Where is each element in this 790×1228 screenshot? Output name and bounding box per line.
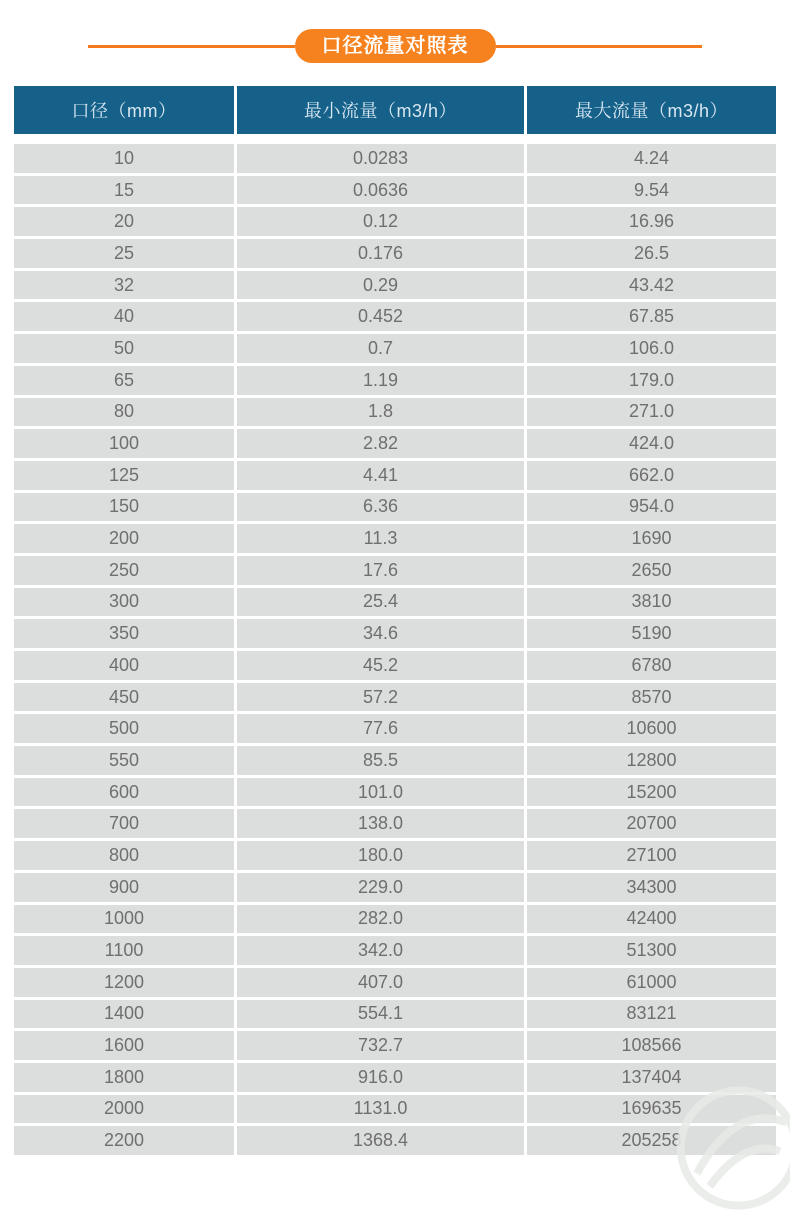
table-cell: 0.176 [237,239,524,268]
table-cell: 11.3 [237,524,524,553]
table-cell: 51300 [527,936,776,965]
table-cell: 800 [14,841,234,870]
table-cell: 83121 [527,1000,776,1029]
table-cell: 1400 [14,1000,234,1029]
table-cell: 6.36 [237,493,524,522]
table-cell: 43.42 [527,271,776,300]
table-cell: 26.5 [527,239,776,268]
table-cell: 0.452 [237,302,524,331]
table-cell: 34300 [527,873,776,902]
table-cell: 179.0 [527,366,776,395]
table-cell: 900 [14,873,234,902]
table-cell: 2.82 [237,429,524,458]
table-cell: 300 [14,588,234,617]
table-cell: 5190 [527,619,776,648]
table-cell: 250 [14,556,234,585]
table-cell: 1.8 [237,398,524,427]
table-cell: 1368.4 [237,1126,524,1155]
table-cell: 0.7 [237,334,524,363]
table-cell: 8570 [527,683,776,712]
table-cell: 205258 [527,1126,776,1155]
table-cell: 138.0 [237,809,524,838]
table-cell: 77.6 [237,714,524,743]
table-cell: 40 [14,302,234,331]
table-cell: 4.24 [527,144,776,173]
table-cell: 0.0283 [237,144,524,173]
table-cell: 45.2 [237,651,524,680]
table-cell: 42400 [527,905,776,934]
page-title: 口径流量对照表 [295,29,496,63]
table-cell: 424.0 [527,429,776,458]
table-cell: 2650 [527,556,776,585]
table-cell: 400 [14,651,234,680]
flow-rate-table [14,86,776,1155]
table-cell: 3810 [527,588,776,617]
table-cell: 9.54 [527,176,776,205]
column-header-diameter: 口径（mm） [14,86,234,134]
table-cell: 0.29 [237,271,524,300]
table-cell: 125 [14,461,234,490]
table-cell: 150 [14,493,234,522]
table-cell: 61000 [527,968,776,997]
table-cell: 85.5 [237,746,524,775]
table-cell: 407.0 [237,968,524,997]
table-cell: 1200 [14,968,234,997]
table-cell: 180.0 [237,841,524,870]
table-cell: 282.0 [237,905,524,934]
table-cell: 662.0 [527,461,776,490]
table-cell: 80 [14,398,234,427]
table-cell: 0.0636 [237,176,524,205]
table-cell: 137404 [527,1063,776,1092]
table-cell: 2000 [14,1095,234,1124]
table-cell: 12800 [527,746,776,775]
table-cell: 342.0 [237,936,524,965]
table-cell: 106.0 [527,334,776,363]
column-header-min-flow: 最小流量（m3/h） [237,86,524,134]
table-cell: 17.6 [237,556,524,585]
table-cell: 732.7 [237,1031,524,1060]
table-cell: 271.0 [527,398,776,427]
table-cell: 6780 [527,651,776,680]
table-cell: 500 [14,714,234,743]
table-cell: 50 [14,334,234,363]
table-cell: 229.0 [237,873,524,902]
table-cell: 0.12 [237,207,524,236]
table-cell: 1.19 [237,366,524,395]
table-cell: 600 [14,778,234,807]
table-cell: 1600 [14,1031,234,1060]
table-cell: 101.0 [237,778,524,807]
table-cell: 32 [14,271,234,300]
table-cell: 15200 [527,778,776,807]
table-cell: 700 [14,809,234,838]
column-header-max-flow: 最大流量（m3/h） [527,86,776,134]
table-cell: 169635 [527,1095,776,1124]
table-cell: 200 [14,524,234,553]
table-cell: 1000 [14,905,234,934]
table-cell: 16.96 [527,207,776,236]
table-cell: 350 [14,619,234,648]
table-cell: 65 [14,366,234,395]
table-cell: 554.1 [237,1000,524,1029]
table-cell: 15 [14,176,234,205]
table-cell: 550 [14,746,234,775]
table-header-row [14,86,776,134]
table-cell: 4.41 [237,461,524,490]
title-right-line [496,45,703,48]
table-cell: 916.0 [237,1063,524,1092]
table-cell: 27100 [527,841,776,870]
table-cell: 1131.0 [237,1095,524,1124]
table-cell: 1690 [527,524,776,553]
table-cell: 25 [14,239,234,268]
table-cell: 34.6 [237,619,524,648]
table-cell: 10600 [527,714,776,743]
table-cell: 10 [14,144,234,173]
table-body [14,144,776,1155]
table-cell: 25.4 [237,588,524,617]
table-cell: 100 [14,429,234,458]
table-cell: 67.85 [527,302,776,331]
table-cell: 450 [14,683,234,712]
table-cell: 1100 [14,936,234,965]
table-cell: 20 [14,207,234,236]
table-cell: 108566 [527,1031,776,1060]
table-cell: 954.0 [527,493,776,522]
table-cell: 20700 [527,809,776,838]
table-cell: 2200 [14,1126,234,1155]
table-cell: 1800 [14,1063,234,1092]
title-left-line [88,45,295,48]
table-cell: 57.2 [237,683,524,712]
title-band [88,29,702,63]
